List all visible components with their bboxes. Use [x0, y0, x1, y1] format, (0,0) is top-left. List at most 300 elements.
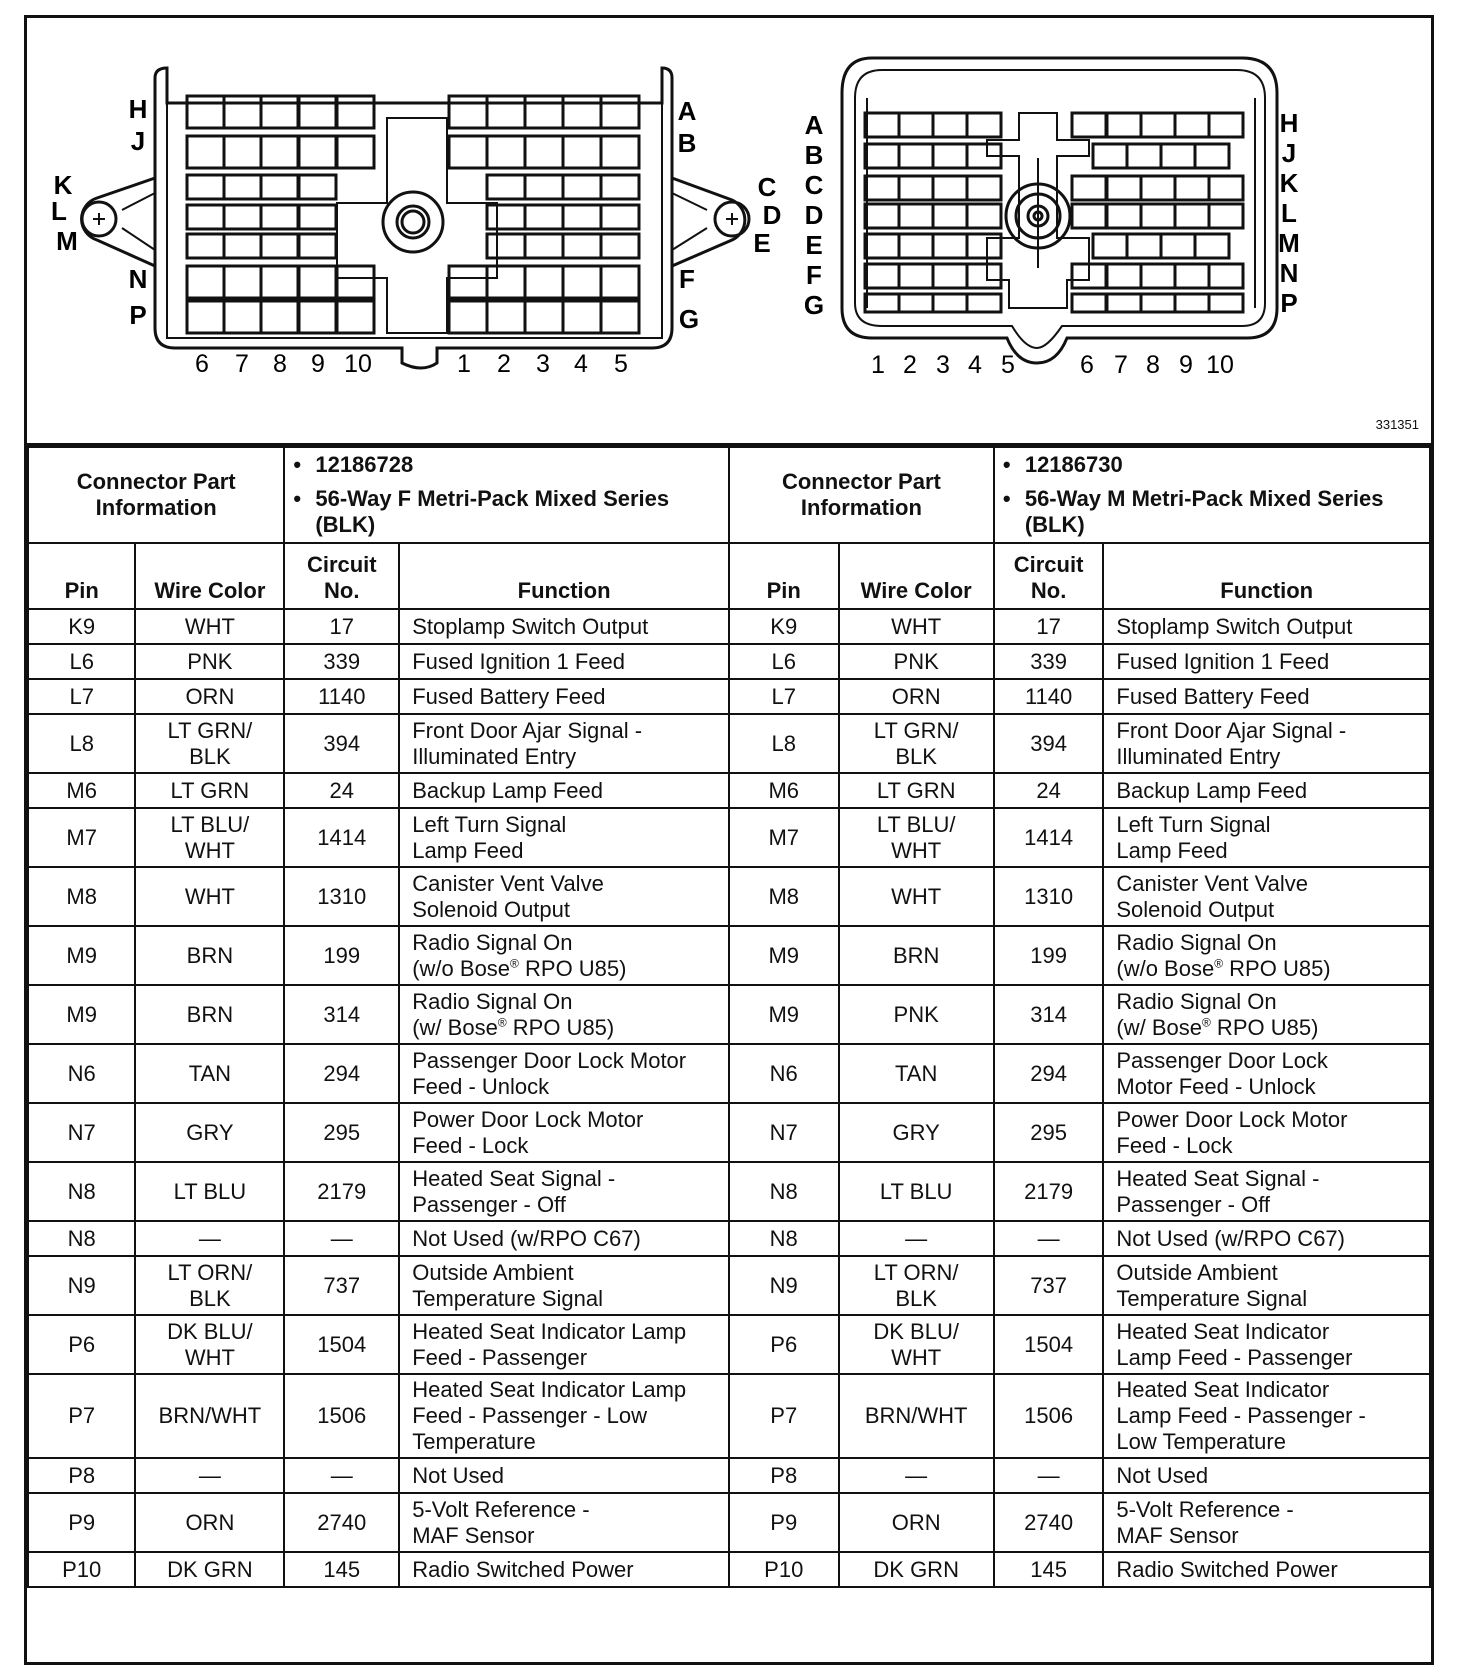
- m-cavity: [967, 204, 1001, 228]
- wire-color-cell: WHT: [135, 867, 284, 926]
- pin-cell: N7: [28, 1103, 135, 1162]
- f-cavity: [299, 234, 336, 258]
- function-cell: Heated Seat Indicator Lamp Feed - Passenger - Low Temperature: [399, 1374, 729, 1458]
- m-cavity: [865, 294, 899, 312]
- f-cavity: [224, 234, 261, 258]
- m-cavity: [1209, 113, 1243, 137]
- pinout-table: [27, 446, 1431, 1588]
- f-cavity: [261, 266, 298, 298]
- wire-color-cell: LT ORN/ BLK: [839, 1256, 994, 1315]
- circuit-cell: 2179: [994, 1162, 1104, 1221]
- wire-color-cell: LT BLU: [135, 1162, 284, 1221]
- m-cavity: [865, 113, 899, 137]
- f-row-letter: E: [753, 228, 771, 258]
- m-row-letter: L: [1281, 198, 1297, 228]
- circuit-cell: 737: [284, 1256, 399, 1315]
- f-cavity: [525, 234, 563, 258]
- m-cavity: [1093, 234, 1127, 258]
- col-circuit-left: Circuit No.: [284, 543, 399, 609]
- f-cavity: [299, 205, 336, 229]
- function-cell: Passenger Door Lock Motor Feed - Unlock: [399, 1044, 729, 1103]
- circuit-cell: 394: [994, 714, 1104, 773]
- function-cell: Not Used (w/RPO C67): [1103, 1221, 1430, 1256]
- m-cavity: [967, 294, 1001, 312]
- function-cell: Stoplamp Switch Output: [399, 609, 729, 644]
- m-cavity: [865, 264, 899, 288]
- m-row-letter: N: [1279, 258, 1299, 288]
- circuit-cell: 314: [994, 985, 1104, 1044]
- column-header-row: [28, 543, 1430, 609]
- m-cavity: [1107, 113, 1141, 137]
- function-cell: Not Used: [399, 1458, 729, 1493]
- m-cavity: [899, 234, 933, 258]
- m-cavity: [865, 176, 899, 200]
- wire-color-cell: LT BLU/ WHT: [839, 808, 994, 867]
- table-row: [28, 773, 1430, 808]
- table-row: [28, 867, 1430, 926]
- pin-cell: N8: [729, 1162, 839, 1221]
- f-cavity: [563, 301, 601, 333]
- wire-color-cell: WHT: [839, 867, 994, 926]
- function-cell: Radio Signal On (w/ Bose® RPO U85): [1103, 985, 1430, 1044]
- wire-color-cell: BRN/WHT: [135, 1374, 284, 1458]
- wire-color-cell: ORN: [839, 1493, 994, 1552]
- wire-color-cell: —: [135, 1221, 284, 1256]
- function-cell: Power Door Lock Motor Feed - Lock: [399, 1103, 729, 1162]
- f-cavity: [601, 136, 639, 168]
- f-cavity: [299, 136, 336, 168]
- f-cavity: [187, 96, 224, 128]
- function-cell: Left Turn Signal Lamp Feed: [399, 808, 729, 867]
- f-col-number: 1: [457, 350, 471, 378]
- function-cell: Canister Vent Valve Solenoid Output: [1103, 867, 1430, 926]
- pin-cell: P10: [28, 1552, 135, 1587]
- function-cell: Radio Signal On (w/o Bose® RPO U85): [1103, 926, 1430, 985]
- m-row-letter: F: [806, 260, 822, 290]
- figure-number: 331351: [1375, 417, 1419, 432]
- circuit-cell: 1506: [994, 1374, 1104, 1458]
- pin-cell: M9: [729, 985, 839, 1044]
- connector-drawings: [27, 18, 1431, 443]
- m-cavity: [899, 264, 933, 288]
- pin-cell: N8: [28, 1221, 135, 1256]
- f-cavity: [487, 175, 525, 199]
- circuit-cell: —: [284, 1221, 399, 1256]
- circuit-cell: 145: [994, 1552, 1104, 1587]
- function-cell: Fused Battery Feed: [1103, 679, 1430, 714]
- m-col-number: 3: [936, 351, 950, 379]
- f-row-letter: C: [757, 172, 777, 202]
- pin-cell: N9: [28, 1256, 135, 1315]
- f-cavity: [337, 96, 374, 128]
- circuit-cell: 2740: [994, 1493, 1104, 1552]
- info-heading-right: Connector Part Information: [729, 447, 994, 543]
- circuit-cell: 1504: [994, 1315, 1104, 1374]
- col-function-left: Function: [399, 543, 729, 609]
- f-cavity: [449, 96, 487, 128]
- f-cavity: [525, 175, 563, 199]
- wire-color-cell: —: [135, 1458, 284, 1493]
- f-col-number: 2: [497, 350, 511, 378]
- f-cavity: [224, 301, 261, 333]
- f-row-letter: A: [677, 96, 697, 126]
- f-row-letter: L: [51, 196, 67, 226]
- f-cavity: [601, 301, 639, 333]
- f-cavity: [261, 96, 298, 128]
- circuit-cell: 1310: [994, 867, 1104, 926]
- m-col-number: 8: [1146, 351, 1160, 379]
- circuit-cell: 295: [284, 1103, 399, 1162]
- f-cavity: [563, 136, 601, 168]
- m-cavity: [1107, 176, 1141, 200]
- col-wire-color-right: Wire Color: [839, 543, 994, 609]
- pin-cell: M9: [729, 926, 839, 985]
- wire-color-cell: LT GRN: [839, 773, 994, 808]
- f-row-letter: B: [677, 128, 697, 158]
- m-cavity: [933, 113, 967, 137]
- m-cavity: [1107, 294, 1141, 312]
- pin-cell: M7: [28, 808, 135, 867]
- function-cell: Radio Switched Power: [399, 1552, 729, 1587]
- m-row-letter: J: [1281, 138, 1297, 168]
- pin-cell: P8: [729, 1458, 839, 1493]
- info-heading-left: Connector Part Information: [28, 447, 284, 543]
- pin-cell: N8: [729, 1221, 839, 1256]
- m-cavity: [899, 144, 933, 168]
- table-row: [28, 714, 1430, 773]
- function-cell: 5-Volt Reference - MAF Sensor: [1103, 1493, 1430, 1552]
- f-cavity: [261, 136, 298, 168]
- m-col-number: 1: [871, 351, 885, 379]
- pin-cell: L6: [28, 644, 135, 679]
- col-function-right: Function: [1103, 543, 1430, 609]
- m-cavity: [1209, 176, 1243, 200]
- m-col-number: 2: [903, 351, 917, 379]
- wire-color-cell: ORN: [135, 679, 284, 714]
- f-cavity: [299, 266, 336, 298]
- circuit-cell: 17: [284, 609, 399, 644]
- m-cavity: [1141, 294, 1175, 312]
- pin-cell: N7: [729, 1103, 839, 1162]
- pin-cell: L8: [729, 714, 839, 773]
- circuit-cell: 24: [994, 773, 1104, 808]
- f-cavity: [224, 96, 261, 128]
- m-cavity: [899, 204, 933, 228]
- part-number-left: • 12186728: [315, 452, 724, 478]
- f-cavity: [563, 175, 601, 199]
- f-cavity: [224, 136, 261, 168]
- m-cavity: [1195, 234, 1229, 258]
- circuit-cell: 314: [284, 985, 399, 1044]
- circuit-cell: 2179: [284, 1162, 399, 1221]
- f-cavity: [299, 301, 336, 333]
- wire-color-cell: WHT: [839, 609, 994, 644]
- pin-cell: K9: [729, 609, 839, 644]
- circuit-cell: 295: [994, 1103, 1104, 1162]
- f-cavity: [601, 175, 639, 199]
- m-cavity: [1141, 204, 1175, 228]
- table-row: [28, 679, 1430, 714]
- part-description-right: • 56-Way M Metri-Pack Mixed Series (BLK): [1025, 486, 1425, 538]
- wire-color-cell: DK GRN: [839, 1552, 994, 1587]
- function-cell: Backup Lamp Feed: [399, 773, 729, 808]
- f-cavity: [525, 266, 563, 298]
- f-cavity: [337, 266, 374, 298]
- table-row: [28, 1044, 1430, 1103]
- f-cavity: [487, 301, 525, 333]
- pin-cell: P10: [729, 1552, 839, 1587]
- f-cavity: [601, 96, 639, 128]
- wire-color-cell: TAN: [839, 1044, 994, 1103]
- circuit-cell: 339: [284, 644, 399, 679]
- circuit-cell: 294: [284, 1044, 399, 1103]
- f-cavity: [449, 266, 487, 298]
- m-cavity: [1072, 204, 1106, 228]
- m-cavity: [933, 234, 967, 258]
- function-cell: Heated Seat Indicator Lamp Feed - Passenger - Low Temperature: [1103, 1374, 1430, 1458]
- m-col-number: 7: [1114, 351, 1128, 379]
- wire-color-cell: LT GRN/ BLK: [839, 714, 994, 773]
- pin-cell: L7: [28, 679, 135, 714]
- circuit-cell: 294: [994, 1044, 1104, 1103]
- wire-color-cell: BRN: [839, 926, 994, 985]
- f-col-number: 7: [235, 350, 249, 378]
- wire-color-cell: —: [839, 1458, 994, 1493]
- f-cavity: [601, 234, 639, 258]
- circuit-cell: 1504: [284, 1315, 399, 1374]
- wire-color-cell: TAN: [135, 1044, 284, 1103]
- f-connector-outline: [155, 68, 672, 368]
- pin-cell: P9: [28, 1493, 135, 1552]
- f-cavity: [224, 205, 261, 229]
- wire-color-cell: ORN: [839, 679, 994, 714]
- table-row: [28, 1103, 1430, 1162]
- circuit-cell: 2740: [284, 1493, 399, 1552]
- table-row: [28, 644, 1430, 679]
- pin-cell: M8: [28, 867, 135, 926]
- table-row: [28, 1552, 1430, 1587]
- f-row-letter: G: [678, 304, 700, 334]
- m-cavity: [865, 234, 899, 258]
- m-cavity: [1072, 113, 1106, 137]
- m-cavity: [933, 144, 967, 168]
- f-row-letter: H: [128, 94, 148, 124]
- circuit-cell: —: [994, 1458, 1104, 1493]
- m-cavity: [1107, 264, 1141, 288]
- pin-cell: M9: [28, 926, 135, 985]
- f-col-number: 6: [195, 350, 209, 378]
- wire-color-cell: PNK: [839, 644, 994, 679]
- m-cavity: [899, 294, 933, 312]
- wire-color-cell: LT GRN/ BLK: [135, 714, 284, 773]
- pin-cell: P9: [729, 1493, 839, 1552]
- pin-cell: L7: [729, 679, 839, 714]
- f-cavity: [299, 175, 336, 199]
- circuit-cell: 339: [994, 644, 1104, 679]
- f-cavity: [449, 136, 487, 168]
- m-cavity: [1161, 234, 1195, 258]
- wire-color-cell: LT BLU: [839, 1162, 994, 1221]
- wire-color-cell: LT GRN: [135, 773, 284, 808]
- function-cell: 5-Volt Reference - MAF Sensor: [399, 1493, 729, 1552]
- f-cavity: [261, 175, 298, 199]
- f-cavity: [563, 266, 601, 298]
- pin-cell: K9: [28, 609, 135, 644]
- function-cell: Left Turn Signal Lamp Feed: [1103, 808, 1430, 867]
- function-cell: Not Used: [1103, 1458, 1430, 1493]
- pin-cell: P7: [28, 1374, 135, 1458]
- connector-sheet: [24, 15, 1434, 1665]
- m-cavity: [967, 264, 1001, 288]
- wire-color-cell: GRY: [839, 1103, 994, 1162]
- part-description-left: • 56-Way F Metri-Pack Mixed Series (BLK): [315, 486, 724, 538]
- f-cavity: [525, 301, 563, 333]
- wire-color-cell: BRN: [135, 926, 284, 985]
- m-cavity: [1209, 294, 1243, 312]
- m-row-letter: G: [803, 290, 825, 320]
- circuit-cell: 1414: [994, 808, 1104, 867]
- circuit-cell: 199: [994, 926, 1104, 985]
- wire-color-cell: ORN: [135, 1493, 284, 1552]
- m-row-letter: B: [804, 140, 824, 170]
- f-cavity: [224, 266, 261, 298]
- m-cavity: [1195, 144, 1229, 168]
- circuit-cell: 394: [284, 714, 399, 773]
- f-row-letter: D: [762, 200, 782, 230]
- f-cavity: [187, 175, 224, 199]
- connector-diagrams: [27, 18, 1431, 446]
- pin-cell: M9: [28, 985, 135, 1044]
- f-cavity: [563, 234, 601, 258]
- function-cell: Backup Lamp Feed: [1103, 773, 1430, 808]
- function-cell: Radio Signal On (w/o Bose® RPO U85): [399, 926, 729, 985]
- function-cell: Heated Seat Signal - Passenger - Off: [1103, 1162, 1430, 1221]
- f-cavity: [563, 96, 601, 128]
- m-row-letter: E: [805, 230, 823, 260]
- m-row-letter: C: [804, 170, 824, 200]
- col-pin-right: Pin: [729, 543, 839, 609]
- f-cavity: [487, 96, 525, 128]
- f-col-number: 9: [311, 350, 325, 378]
- f-col-number: 4: [574, 350, 588, 378]
- m-cavity: [933, 294, 967, 312]
- wire-color-cell: GRY: [135, 1103, 284, 1162]
- f-cavity: [261, 301, 298, 333]
- function-cell: Fused Ignition 1 Feed: [1103, 644, 1430, 679]
- wire-color-cell: PNK: [839, 985, 994, 1044]
- m-cavity: [1161, 144, 1195, 168]
- table-row: [28, 1256, 1430, 1315]
- circuit-cell: 737: [994, 1256, 1104, 1315]
- f-cavity: [525, 96, 563, 128]
- wire-color-cell: LT ORN/ BLK: [135, 1256, 284, 1315]
- f-row-letter: F: [679, 264, 695, 294]
- info-body-left: [284, 447, 729, 543]
- m-cavity: [1107, 204, 1141, 228]
- m-cavity: [1175, 294, 1209, 312]
- circuit-cell: 1414: [284, 808, 399, 867]
- m-cavity: [1072, 294, 1106, 312]
- f-cavity: [525, 136, 563, 168]
- m-cavity: [1209, 264, 1243, 288]
- function-cell: Front Door Ajar Signal - Illuminated Entry: [399, 714, 729, 773]
- function-cell: Heated Seat Signal - Passenger - Off: [399, 1162, 729, 1221]
- table-row: [28, 1374, 1430, 1458]
- f-cavity: [601, 205, 639, 229]
- f-cavity: [601, 266, 639, 298]
- table-row: [28, 1458, 1430, 1493]
- function-cell: Radio Signal On (w/ Bose® RPO U85): [399, 985, 729, 1044]
- pin-cell: P7: [729, 1374, 839, 1458]
- m-cavity: [933, 264, 967, 288]
- table-row: [28, 1221, 1430, 1256]
- table-row: [28, 1493, 1430, 1552]
- function-cell: Passenger Door Lock Motor Feed - Unlock: [1103, 1044, 1430, 1103]
- f-cavity: [449, 301, 487, 333]
- circuit-cell: 1140: [284, 679, 399, 714]
- pin-cell: N9: [729, 1256, 839, 1315]
- table-row: [28, 926, 1430, 985]
- f-col-number: 3: [536, 350, 550, 378]
- f-cavity: [487, 266, 525, 298]
- function-cell: Front Door Ajar Signal - Illuminated Entry: [1103, 714, 1430, 773]
- pin-cell: N6: [729, 1044, 839, 1103]
- function-cell: Radio Switched Power: [1103, 1552, 1430, 1587]
- wire-color-cell: LT BLU/ WHT: [135, 808, 284, 867]
- m-cavity: [899, 113, 933, 137]
- f-cavity: [187, 301, 224, 333]
- m-cavity: [1127, 144, 1161, 168]
- wire-color-cell: BRN/WHT: [839, 1374, 994, 1458]
- m-row-letter: H: [1279, 108, 1299, 138]
- function-cell: Stoplamp Switch Output: [1103, 609, 1430, 644]
- pin-cell: M6: [729, 773, 839, 808]
- circuit-cell: —: [284, 1458, 399, 1493]
- m-cavity: [1175, 204, 1209, 228]
- f-cavity: [525, 205, 563, 229]
- pin-cell: N8: [28, 1162, 135, 1221]
- function-cell: Canister Vent Valve Solenoid Output: [399, 867, 729, 926]
- circuit-cell: 1310: [284, 867, 399, 926]
- wire-color-cell: DK GRN: [135, 1552, 284, 1587]
- info-body-right: [994, 447, 1430, 543]
- m-cavity: [967, 176, 1001, 200]
- table-row: [28, 1315, 1430, 1374]
- wire-color-cell: —: [839, 1221, 994, 1256]
- circuit-cell: 17: [994, 609, 1104, 644]
- m-cavity: [1175, 264, 1209, 288]
- table-row: [28, 808, 1430, 867]
- f-row-letter: N: [128, 264, 148, 294]
- pin-cell: M6: [28, 773, 135, 808]
- function-cell: Power Door Lock Motor Feed - Lock: [1103, 1103, 1430, 1162]
- pin-cell: L6: [729, 644, 839, 679]
- f-col-number: 8: [273, 350, 287, 378]
- circuit-cell: —: [994, 1221, 1104, 1256]
- f-col-number: 10: [344, 350, 372, 378]
- function-cell: Heated Seat Indicator Lamp Feed - Passenger: [1103, 1315, 1430, 1374]
- table-row: [28, 1162, 1430, 1221]
- m-cavity: [1093, 144, 1127, 168]
- m-cavity: [967, 113, 1001, 137]
- m-cavity: [1141, 113, 1175, 137]
- f-cavity: [187, 234, 224, 258]
- col-pin-left: Pin: [28, 543, 135, 609]
- m-cavity: [933, 204, 967, 228]
- col-circuit-right: Circuit No.: [994, 543, 1104, 609]
- m-row-letter: K: [1279, 168, 1299, 198]
- m-cavity: [865, 204, 899, 228]
